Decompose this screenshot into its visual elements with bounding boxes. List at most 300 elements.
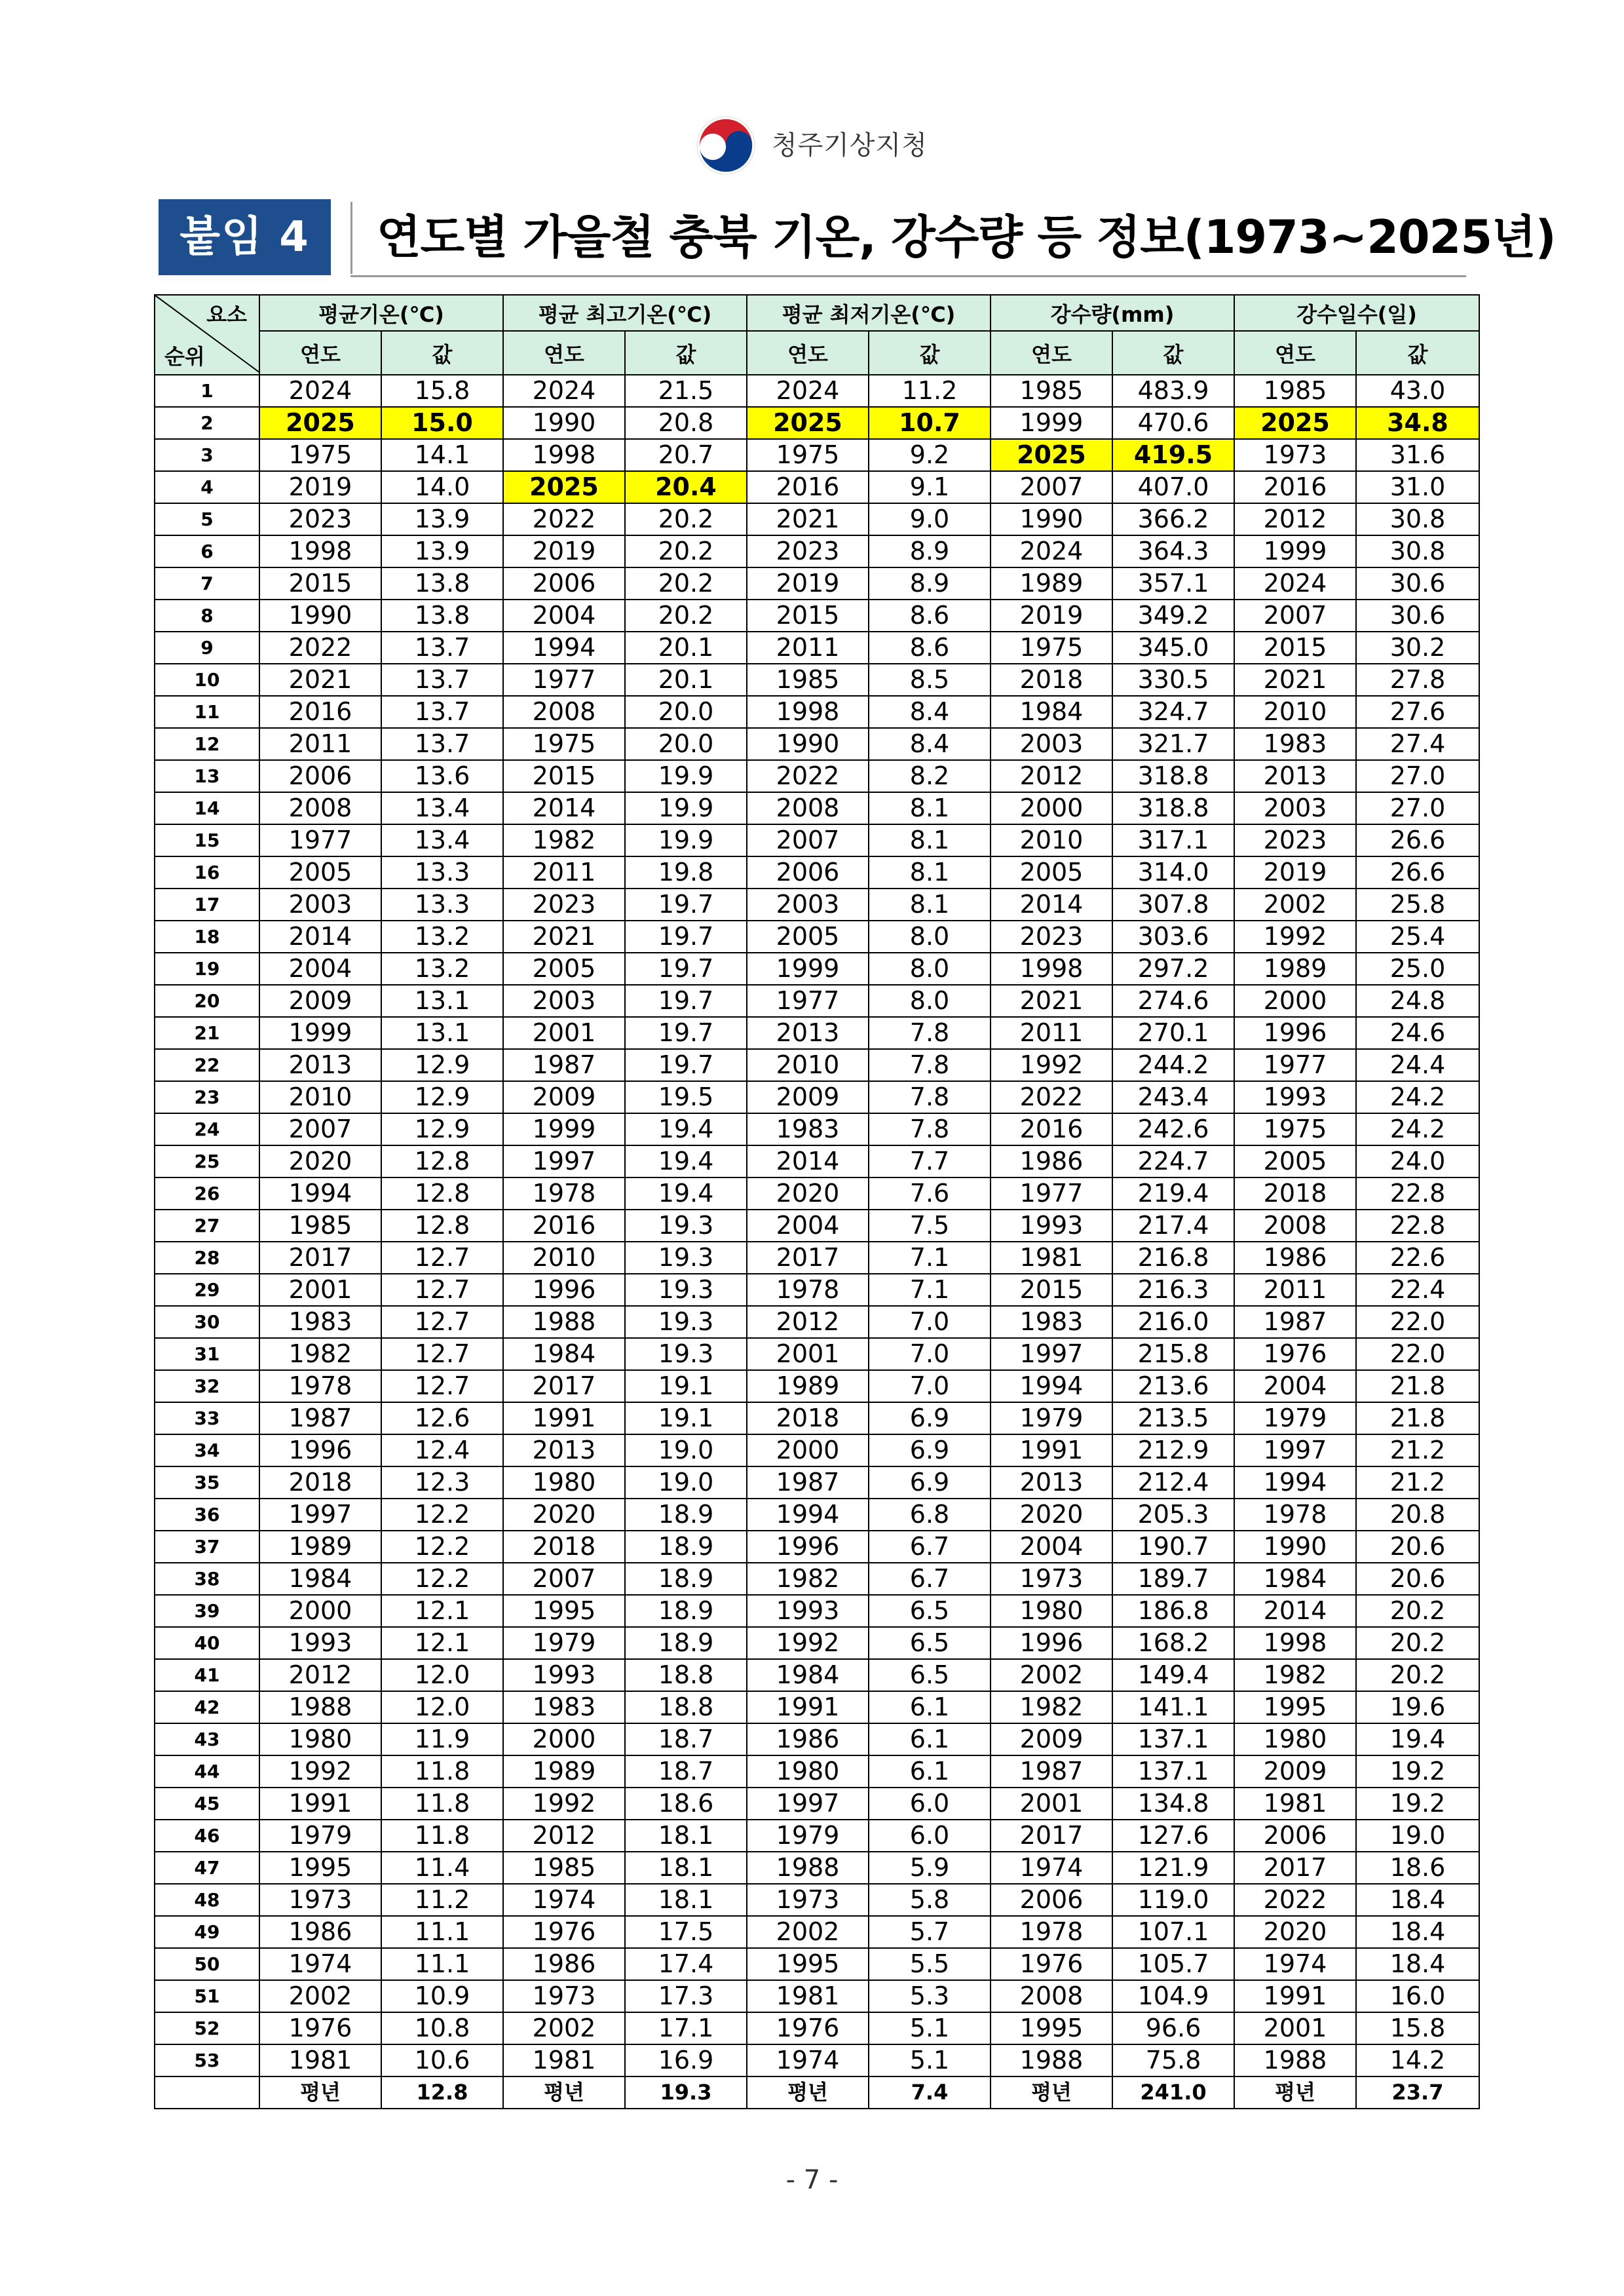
value-cell: 18.4	[1356, 1916, 1479, 1948]
value-cell: 18.9	[625, 1531, 747, 1563]
value-cell: 6.5	[869, 1627, 991, 1659]
year-cell: 2017	[1234, 1852, 1356, 1884]
year-cell: 1985	[991, 375, 1112, 407]
year-cell: 1991	[1234, 1980, 1356, 2012]
rank-cell: 22	[155, 1049, 259, 1081]
year-cell: 2004	[991, 1531, 1112, 1563]
year-cell: 2009	[1234, 1755, 1356, 1788]
value-cell: 6.9	[869, 1466, 991, 1499]
value-cell: 20.1	[625, 664, 747, 696]
table-row	[155, 1723, 1479, 1755]
year-cell: 2007	[503, 1563, 625, 1595]
year-cell: 1996	[1234, 1017, 1356, 1049]
table-row	[155, 1017, 1479, 1049]
value-cell: 24.2	[1356, 1081, 1479, 1113]
rank-cell: 48	[155, 1884, 259, 1916]
year-cell: 2010	[503, 1242, 625, 1274]
group-header-precipitation: 강수량(mm)	[991, 295, 1234, 331]
value-cell: 6.9	[869, 1402, 991, 1434]
value-cell: 13.8	[381, 567, 503, 600]
value-cell: 10.6	[381, 2044, 503, 2076]
table-row	[155, 792, 1479, 824]
year-cell: 2015	[259, 567, 381, 600]
normal-value-cell: 19.3	[625, 2076, 747, 2109]
value-cell: 11.2	[381, 1884, 503, 1916]
value-cell: 27.0	[1356, 792, 1479, 824]
value-cell: 224.7	[1112, 1145, 1234, 1177]
value-cell: 17.3	[625, 1980, 747, 2012]
year-cell: 1975	[503, 728, 625, 760]
value-cell: 6.8	[869, 1499, 991, 1531]
table-row	[155, 1595, 1479, 1627]
value-cell: 8.5	[869, 664, 991, 696]
rank-cell: 32	[155, 1370, 259, 1402]
year-cell: 2012	[503, 1820, 625, 1852]
year-cell: 1976	[1234, 1338, 1356, 1370]
value-cell: 6.9	[869, 1434, 991, 1466]
normal-label-cell: 평년	[503, 2076, 625, 2109]
year-cell: 2010	[991, 824, 1112, 856]
rank-cell: 29	[155, 1274, 259, 1306]
value-cell: 30.6	[1356, 600, 1479, 632]
year-cell: 2010	[747, 1049, 869, 1081]
year-cell: 2011	[503, 856, 625, 889]
year-cell: 1987	[991, 1755, 1112, 1788]
table-row	[155, 471, 1479, 503]
year-cell: 2008	[259, 792, 381, 824]
value-cell: 15.8	[381, 375, 503, 407]
value-cell: 12.0	[381, 1691, 503, 1723]
rank-cell	[155, 2076, 259, 2109]
year-cell: 1977	[1234, 1049, 1356, 1081]
rank-cell: 50	[155, 1948, 259, 1980]
year-cell: 2022	[747, 760, 869, 792]
year-cell: 2003	[991, 728, 1112, 760]
year-cell: 2012	[991, 760, 1112, 792]
year-cell: 1980	[259, 1723, 381, 1755]
year-cell: 1991	[747, 1691, 869, 1723]
rank-cell: 35	[155, 1466, 259, 1499]
value-cell: 75.8	[1112, 2044, 1234, 2076]
year-cell: 1974	[1234, 1948, 1356, 1980]
year-cell: 2005	[1234, 1145, 1356, 1177]
value-cell: 22.0	[1356, 1338, 1479, 1370]
value-cell: 7.8	[869, 1049, 991, 1081]
value-cell: 24.6	[1356, 1017, 1479, 1049]
value-cell: 12.3	[381, 1466, 503, 1499]
year-cell: 2021	[991, 985, 1112, 1017]
year-cell: 1988	[503, 1306, 625, 1338]
value-cell: 6.7	[869, 1563, 991, 1595]
year-cell: 2001	[1234, 2012, 1356, 2044]
year-cell: 1978	[747, 1274, 869, 1306]
value-cell: 7.5	[869, 1210, 991, 1242]
year-cell: 2001	[503, 1017, 625, 1049]
value-cell: 17.5	[625, 1916, 747, 1948]
year-cell: 2022	[259, 632, 381, 664]
year-cell: 1976	[259, 2012, 381, 2044]
year-cell: 1988	[259, 1691, 381, 1723]
table-row	[155, 2012, 1479, 2044]
value-cell: 7.6	[869, 1177, 991, 1210]
year-cell: 1976	[503, 1916, 625, 1948]
table-row	[155, 1627, 1479, 1659]
value-cell: 7.8	[869, 1017, 991, 1049]
value-cell: 21.2	[1356, 1434, 1479, 1466]
year-cell: 1973	[1234, 439, 1356, 471]
rank-cell: 45	[155, 1788, 259, 1820]
year-cell: 1989	[1234, 953, 1356, 985]
value-cell: 27.0	[1356, 760, 1479, 792]
year-cell: 2023	[503, 889, 625, 921]
value-cell: 18.9	[625, 1627, 747, 1659]
organization-name: 청주기상지청	[772, 130, 928, 161]
year-cell: 2013	[259, 1049, 381, 1081]
value-cell: 19.7	[625, 921, 747, 953]
year-cell: 2007	[259, 1113, 381, 1145]
year-cell: 1996	[747, 1531, 869, 1563]
year-cell: 1993	[1234, 1081, 1356, 1113]
value-cell: 18.9	[625, 1499, 747, 1531]
year-cell: 1987	[1234, 1306, 1356, 1338]
year-cell: 2012	[1234, 503, 1356, 535]
year-cell: 2011	[259, 728, 381, 760]
sub-header-value: 값	[869, 331, 991, 375]
value-cell: 307.8	[1112, 889, 1234, 921]
value-cell: 11.2	[869, 375, 991, 407]
year-cell: 1993	[503, 1659, 625, 1691]
value-cell: 31.0	[1356, 471, 1479, 503]
value-cell: 20.2	[625, 600, 747, 632]
year-cell: 1996	[991, 1627, 1112, 1659]
value-cell: 11.9	[381, 1723, 503, 1755]
sub-header-value: 값	[381, 331, 503, 375]
normal-label-cell: 평년	[1234, 2076, 1356, 2109]
value-cell: 15.0	[381, 407, 503, 439]
rank-cell: 1	[155, 375, 259, 407]
value-cell: 9.2	[869, 439, 991, 471]
rank-cell: 53	[155, 2044, 259, 2076]
value-cell: 20.1	[625, 632, 747, 664]
value-cell: 6.7	[869, 1531, 991, 1563]
rank-cell: 16	[155, 856, 259, 889]
value-cell: 104.9	[1112, 1980, 1234, 2012]
year-cell: 1981	[991, 1242, 1112, 1274]
value-cell: 7.0	[869, 1306, 991, 1338]
year-cell: 1977	[259, 824, 381, 856]
value-cell: 8.0	[869, 985, 991, 1017]
rank-cell: 11	[155, 696, 259, 728]
value-cell: 18.8	[625, 1691, 747, 1723]
year-cell: 1990	[259, 600, 381, 632]
year-cell: 2006	[747, 856, 869, 889]
value-cell: 13.2	[381, 921, 503, 953]
normal-label-cell: 평년	[747, 2076, 869, 2109]
table-row	[155, 1916, 1479, 1948]
rank-cell: 38	[155, 1563, 259, 1595]
value-cell: 12.2	[381, 1563, 503, 1595]
year-cell: 2008	[747, 792, 869, 824]
value-cell: 317.1	[1112, 824, 1234, 856]
value-cell: 17.4	[625, 1948, 747, 1980]
value-cell: 12.7	[381, 1338, 503, 1370]
year-cell: 1982	[503, 824, 625, 856]
value-cell: 303.6	[1112, 921, 1234, 953]
value-cell: 216.0	[1112, 1306, 1234, 1338]
year-cell: 2013	[503, 1434, 625, 1466]
year-cell: 2008	[1234, 1210, 1356, 1242]
value-cell: 330.5	[1112, 664, 1234, 696]
value-cell: 189.7	[1112, 1563, 1234, 1595]
year-cell: 2007	[1234, 600, 1356, 632]
value-cell: 12.2	[381, 1499, 503, 1531]
normal-value-cell: 23.7	[1356, 2076, 1479, 2109]
year-cell: 2013	[1234, 760, 1356, 792]
value-cell: 19.7	[625, 1049, 747, 1081]
value-cell: 6.5	[869, 1595, 991, 1627]
year-cell: 1978	[1234, 1499, 1356, 1531]
value-cell: 8.6	[869, 632, 991, 664]
year-cell: 2001	[259, 1274, 381, 1306]
table-row	[155, 921, 1479, 953]
year-cell: 2017	[747, 1242, 869, 1274]
year-cell: 1993	[991, 1210, 1112, 1242]
corner-label-rank: 순위	[164, 344, 205, 369]
year-cell: 1988	[991, 2044, 1112, 2076]
value-cell: 6.1	[869, 1723, 991, 1755]
value-cell: 13.7	[381, 664, 503, 696]
year-cell: 1991	[991, 1434, 1112, 1466]
year-cell: 2000	[991, 792, 1112, 824]
value-cell: 297.2	[1112, 953, 1234, 985]
value-cell: 8.0	[869, 921, 991, 953]
table-row	[155, 889, 1479, 921]
year-cell: 1989	[747, 1370, 869, 1402]
value-cell: 8.1	[869, 824, 991, 856]
sub-header-value: 값	[1356, 331, 1479, 375]
value-cell: 13.6	[381, 760, 503, 792]
value-cell: 20.2	[1356, 1659, 1479, 1691]
year-cell: 1999	[503, 1113, 625, 1145]
value-cell: 121.9	[1112, 1852, 1234, 1884]
value-cell: 12.7	[381, 1306, 503, 1338]
year-cell: 2020	[259, 1145, 381, 1177]
year-cell: 1974	[259, 1948, 381, 1980]
value-cell: 318.8	[1112, 760, 1234, 792]
value-cell: 12.1	[381, 1627, 503, 1659]
value-cell: 7.0	[869, 1338, 991, 1370]
value-cell: 13.9	[381, 503, 503, 535]
value-cell: 7.8	[869, 1113, 991, 1145]
year-cell: 1988	[1234, 2044, 1356, 2076]
year-cell: 1974	[503, 1884, 625, 1916]
value-cell: 137.1	[1112, 1755, 1234, 1788]
value-cell: 7.1	[869, 1274, 991, 1306]
value-cell: 19.4	[625, 1113, 747, 1145]
year-cell: 2003	[503, 985, 625, 1017]
year-cell: 1975	[259, 439, 381, 471]
value-cell: 30.6	[1356, 567, 1479, 600]
value-cell: 12.8	[381, 1177, 503, 1210]
rank-cell: 18	[155, 921, 259, 953]
year-cell: 2021	[503, 921, 625, 953]
year-cell: 2015	[991, 1274, 1112, 1306]
year-cell: 1978	[991, 1916, 1112, 1948]
value-cell: 7.0	[869, 1370, 991, 1402]
value-cell: 205.3	[1112, 1499, 1234, 1531]
value-cell: 18.1	[625, 1852, 747, 1884]
year-cell: 1989	[503, 1755, 625, 1788]
value-cell: 213.5	[1112, 1402, 1234, 1434]
year-cell: 1997	[503, 1145, 625, 1177]
year-cell: 2012	[259, 1659, 381, 1691]
rank-cell: 2	[155, 407, 259, 439]
value-cell: 19.3	[625, 1338, 747, 1370]
value-cell: 321.7	[1112, 728, 1234, 760]
value-cell: 190.7	[1112, 1531, 1234, 1563]
value-cell: 11.8	[381, 1788, 503, 1820]
year-cell: 1988	[747, 1852, 869, 1884]
rank-cell: 51	[155, 1980, 259, 2012]
value-cell: 349.2	[1112, 600, 1234, 632]
table-row	[155, 1980, 1479, 2012]
table-row	[155, 1755, 1479, 1788]
year-cell: 1990	[1234, 1531, 1356, 1563]
value-cell: 14.0	[381, 471, 503, 503]
rank-cell: 34	[155, 1434, 259, 1466]
year-cell: 2019	[747, 567, 869, 600]
table-row	[155, 1210, 1479, 1242]
value-cell: 11.1	[381, 1948, 503, 1980]
value-cell: 18.1	[625, 1884, 747, 1916]
table-row	[155, 1466, 1479, 1499]
year-cell: 1995	[503, 1595, 625, 1627]
year-cell: 1998	[991, 953, 1112, 985]
year-cell: 1993	[259, 1627, 381, 1659]
rank-cell: 4	[155, 471, 259, 503]
value-cell: 21.8	[1356, 1370, 1479, 1402]
year-cell: 2020	[503, 1499, 625, 1531]
value-cell: 20.6	[1356, 1563, 1479, 1595]
rank-cell: 30	[155, 1306, 259, 1338]
year-cell: 2004	[747, 1210, 869, 1242]
value-cell: 19.9	[625, 760, 747, 792]
year-cell: 2004	[503, 600, 625, 632]
rank-cell: 49	[155, 1916, 259, 1948]
year-cell: 1982	[1234, 1659, 1356, 1691]
value-cell: 24.0	[1356, 1145, 1479, 1177]
value-cell: 8.1	[869, 889, 991, 921]
value-cell: 11.1	[381, 1916, 503, 1948]
year-cell: 2025	[503, 471, 625, 503]
value-cell: 216.8	[1112, 1242, 1234, 1274]
year-cell: 1997	[747, 1788, 869, 1820]
table-row	[155, 1274, 1479, 1306]
year-cell: 2024	[1234, 567, 1356, 600]
year-cell: 2021	[259, 664, 381, 696]
value-cell: 13.7	[381, 728, 503, 760]
rank-cell: 17	[155, 889, 259, 921]
rank-cell: 40	[155, 1627, 259, 1659]
year-cell: 2020	[1234, 1916, 1356, 1948]
year-cell: 1991	[259, 1788, 381, 1820]
year-cell: 1998	[747, 696, 869, 728]
year-cell: 1990	[747, 728, 869, 760]
value-cell: 366.2	[1112, 503, 1234, 535]
table-row	[155, 407, 1479, 439]
year-cell: 2018	[503, 1531, 625, 1563]
table-row	[155, 1788, 1479, 1820]
value-cell: 22.4	[1356, 1274, 1479, 1306]
rank-cell: 44	[155, 1755, 259, 1788]
year-cell: 1975	[991, 632, 1112, 664]
rank-cell: 28	[155, 1242, 259, 1274]
value-cell: 149.4	[1112, 1659, 1234, 1691]
year-cell: 1994	[747, 1499, 869, 1531]
year-cell: 2014	[259, 921, 381, 953]
normal-value-cell: 241.0	[1112, 2076, 1234, 2109]
value-cell: 18.7	[625, 1723, 747, 1755]
value-cell: 20.4	[625, 471, 747, 503]
value-cell: 270.1	[1112, 1017, 1234, 1049]
value-cell: 19.1	[625, 1402, 747, 1434]
value-cell: 9.0	[869, 503, 991, 535]
table-row	[155, 567, 1479, 600]
sub-header-value: 값	[1112, 331, 1234, 375]
year-cell: 2023	[991, 921, 1112, 953]
year-cell: 2022	[991, 1081, 1112, 1113]
year-cell: 2017	[991, 1820, 1112, 1852]
organization-header	[694, 114, 943, 177]
sub-header-year: 연도	[259, 331, 381, 375]
rank-cell: 15	[155, 824, 259, 856]
year-cell: 1980	[747, 1755, 869, 1788]
year-cell: 2018	[1234, 1177, 1356, 1210]
table-row	[155, 1884, 1479, 1916]
value-cell: 19.7	[625, 953, 747, 985]
rank-cell: 13	[155, 760, 259, 792]
year-cell: 1995	[259, 1852, 381, 1884]
value-cell: 12.6	[381, 1402, 503, 1434]
year-cell: 1974	[991, 1852, 1112, 1884]
year-cell: 2016	[1234, 471, 1356, 503]
value-cell: 141.1	[1112, 1691, 1234, 1723]
year-cell: 2000	[503, 1723, 625, 1755]
year-cell: 2024	[747, 375, 869, 407]
group-header-rain-days: 강수일수(일)	[1234, 295, 1479, 331]
page-title: 연도별 가을철 충북 기온, 강수량 등 정보(1973~2025년)	[377, 210, 1556, 264]
table-row	[155, 2044, 1479, 2076]
value-cell: 12.9	[381, 1113, 503, 1145]
table-row	[155, 1145, 1479, 1177]
table-row	[155, 1563, 1479, 1595]
year-cell: 1979	[1234, 1402, 1356, 1434]
rank-cell: 12	[155, 728, 259, 760]
year-cell: 2004	[259, 953, 381, 985]
value-cell: 25.8	[1356, 889, 1479, 921]
value-cell: 19.4	[625, 1145, 747, 1177]
year-cell: 2007	[747, 824, 869, 856]
table-row	[155, 1402, 1479, 1434]
value-cell: 318.8	[1112, 792, 1234, 824]
value-cell: 10.8	[381, 2012, 503, 2044]
table-row	[155, 503, 1479, 535]
value-cell: 20.2	[1356, 1595, 1479, 1627]
year-cell: 2017	[259, 1242, 381, 1274]
year-cell: 2008	[991, 1980, 1112, 2012]
value-cell: 5.5	[869, 1948, 991, 1980]
taegeuk-emblem-icon	[694, 114, 757, 177]
